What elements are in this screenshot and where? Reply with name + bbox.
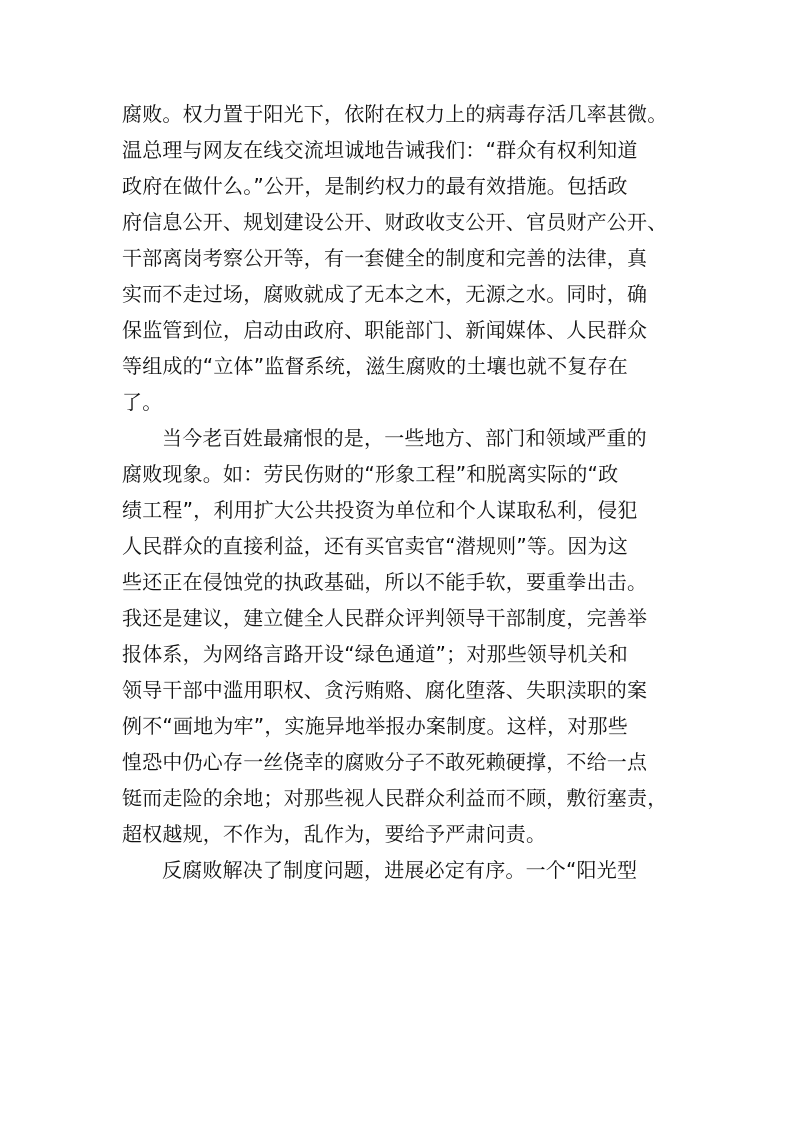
text-line: 人民群众的直接利益，还有买官卖官“潜规则”等。因为这 — [122, 534, 628, 558]
text-line: 报体系，为网络言路开设“绿色通道”；对那些领导机关和 — [122, 642, 628, 666]
body-text — [122, 96, 682, 888]
text-line: 府信息公开、规划建设公开、财政收支公开、官员财产公开、 — [122, 210, 668, 234]
text-line: 例不“画地为牢”，实施异地举报办案制度。这样，对那些 — [122, 714, 628, 738]
text-line: 腐败现象。如：劳民伤财的“形象工程”和脱离实际的“政 — [122, 462, 619, 486]
text-line: 保监管到位，启动由政府、职能部门、新闻媒体、人民群众 — [122, 318, 648, 342]
paragraph-first-line: 反腐败解决了制度问题，进展必定有序。一个“阳光型 — [162, 858, 638, 882]
text-line: 实而不走过场，腐败就成了无本之木，无源之水。同时，确 — [122, 282, 648, 306]
paragraph-first-line: 当今老百姓最痛恨的是，一些地方、部门和领域严重的 — [162, 426, 647, 450]
text-line: 领导干部中滥用职权、贪污贿赂、腐化堕落、失职渎职的案 — [122, 678, 648, 702]
text-line: 等组成的“立体”监督系统，滋生腐败的土壤也就不复存在 — [122, 354, 628, 378]
text-line: 我还是建议，建立健全人民群众评判领导干部制度，完善举 — [122, 606, 648, 630]
text-line: 温总理与网友在线交流坦诚地告诫我们：“群众有权利知道 — [122, 138, 638, 162]
text-line: 铤而走险的余地；对那些视人民群众利益而不顾，敷衍塞责， — [122, 786, 668, 810]
text-line: 惶恐中仍心存一丝侥幸的腐败分子不敢死赖硬撑，不给一点 — [122, 750, 648, 774]
text-line: 超权越规，不作为，乱作为，要给予严肃问责。 — [122, 822, 547, 846]
text-line: 腐败。权力置于阳光下，依附在权力上的病毒存活几率甚微。 — [122, 102, 668, 126]
text-line: 绩工程”，利用扩大公共投资为单位和个人谋取私利，侵犯 — [122, 498, 638, 522]
text-line: 干部离岗考察公开等，有一套健全的制度和完善的法律，真 — [122, 246, 648, 270]
text-line: 了。 — [122, 390, 163, 414]
text-line: 些还正在侵蚀党的执政基础，所以不能手软，要重拳出击。 — [122, 570, 648, 594]
text-line: 政府在做什么。”公开，是制约权力的最有效措施。包括政 — [122, 174, 628, 198]
